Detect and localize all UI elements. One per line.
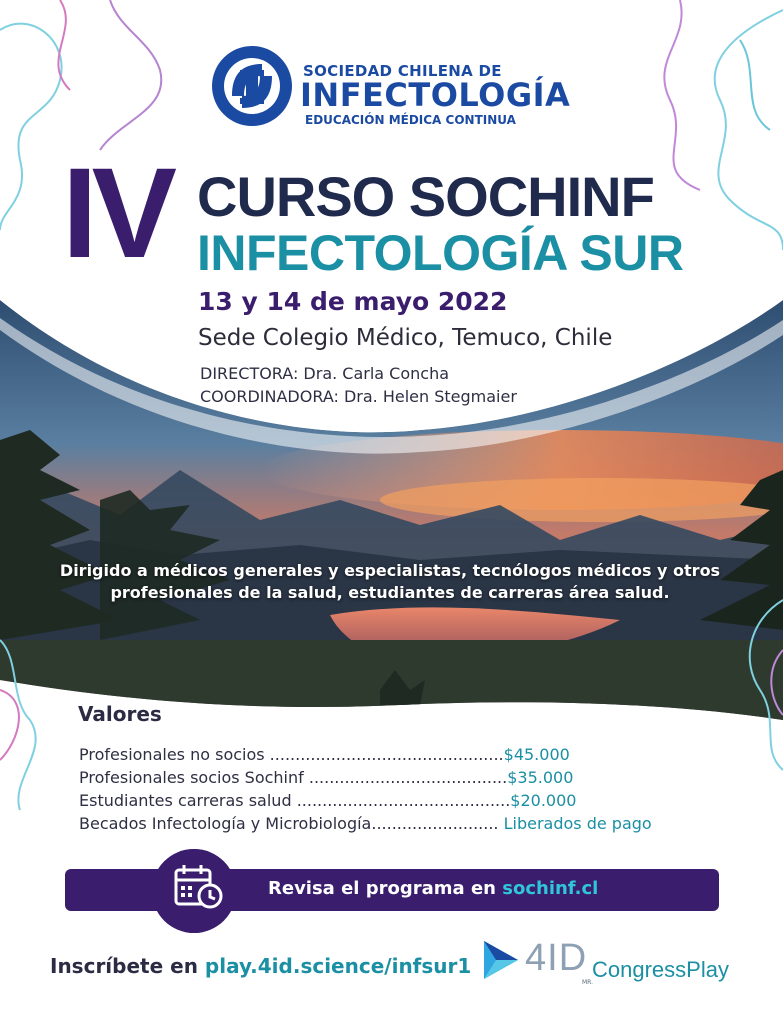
price-row-value: $20.000 xyxy=(510,791,577,810)
price-row xyxy=(79,768,573,787)
edition-numeral: IV xyxy=(62,142,171,285)
program-link[interactable]: sochinf.cl xyxy=(502,878,599,899)
event-title-line1: CURSO SOCHINF xyxy=(197,165,654,228)
program-text xyxy=(268,878,598,899)
registration-text xyxy=(50,954,471,978)
coordinadora: COORDINADORA: Dra. Helen Stegmaier xyxy=(200,387,517,406)
calendar-badge xyxy=(152,849,236,933)
audience-line2: profesionales de la salud, estudiantes de carreras área salud. xyxy=(110,583,670,602)
price-row-label: Profesionales socios Sochinf ....................................... xyxy=(79,768,508,787)
sponsor-product: CongressPlay xyxy=(592,957,729,982)
event-dates: 13 y 14 de mayo 2022 xyxy=(198,287,508,316)
price-row-label: Becados Infectología y Microbiología......................... xyxy=(79,814,499,833)
price-row-value: $45.000 xyxy=(503,745,570,764)
sochinf-logo-icon xyxy=(212,46,292,126)
org-name-line2: INFECTOLOGÍA xyxy=(300,76,571,114)
directora: DIRECTORA: Dra. Carla Concha xyxy=(200,364,450,383)
price-row xyxy=(79,791,576,810)
price-row xyxy=(79,814,652,833)
sponsor-brand: 4ID xyxy=(525,937,588,979)
price-row-label: Profesionales no socios .............................................. xyxy=(79,745,504,764)
event-title-line2: INFECTOLOGÍA SUR xyxy=(197,225,684,281)
program-label: Revisa el programa en xyxy=(268,878,503,899)
audience-line1: Dirigido a médicos generales y especialistas, tecnólogos médicos y otros xyxy=(59,561,721,580)
price-row xyxy=(79,745,570,764)
registration-label: Inscríbete en xyxy=(50,954,205,978)
org-name-line1: SOCIEDAD CHILENA DE xyxy=(303,62,502,80)
audience-text xyxy=(40,560,740,604)
pricing-title: Valores xyxy=(78,702,162,726)
price-row-label: Estudiantes carreras salud .......................................... xyxy=(79,791,511,810)
price-row-value: $35.000 xyxy=(507,768,574,787)
registration-link[interactable]: play.4id.science/infsur1 xyxy=(204,954,472,978)
org-tagline: EDUCACIÓN MÉDICA CONTINUA xyxy=(305,113,516,127)
event-venue: Sede Colegio Médico, Temuco, Chile xyxy=(198,325,613,351)
sponsor-mark: MR. xyxy=(582,979,594,986)
price-row-value: Liberados de pago xyxy=(498,814,652,833)
4id-play-icon xyxy=(484,941,518,979)
